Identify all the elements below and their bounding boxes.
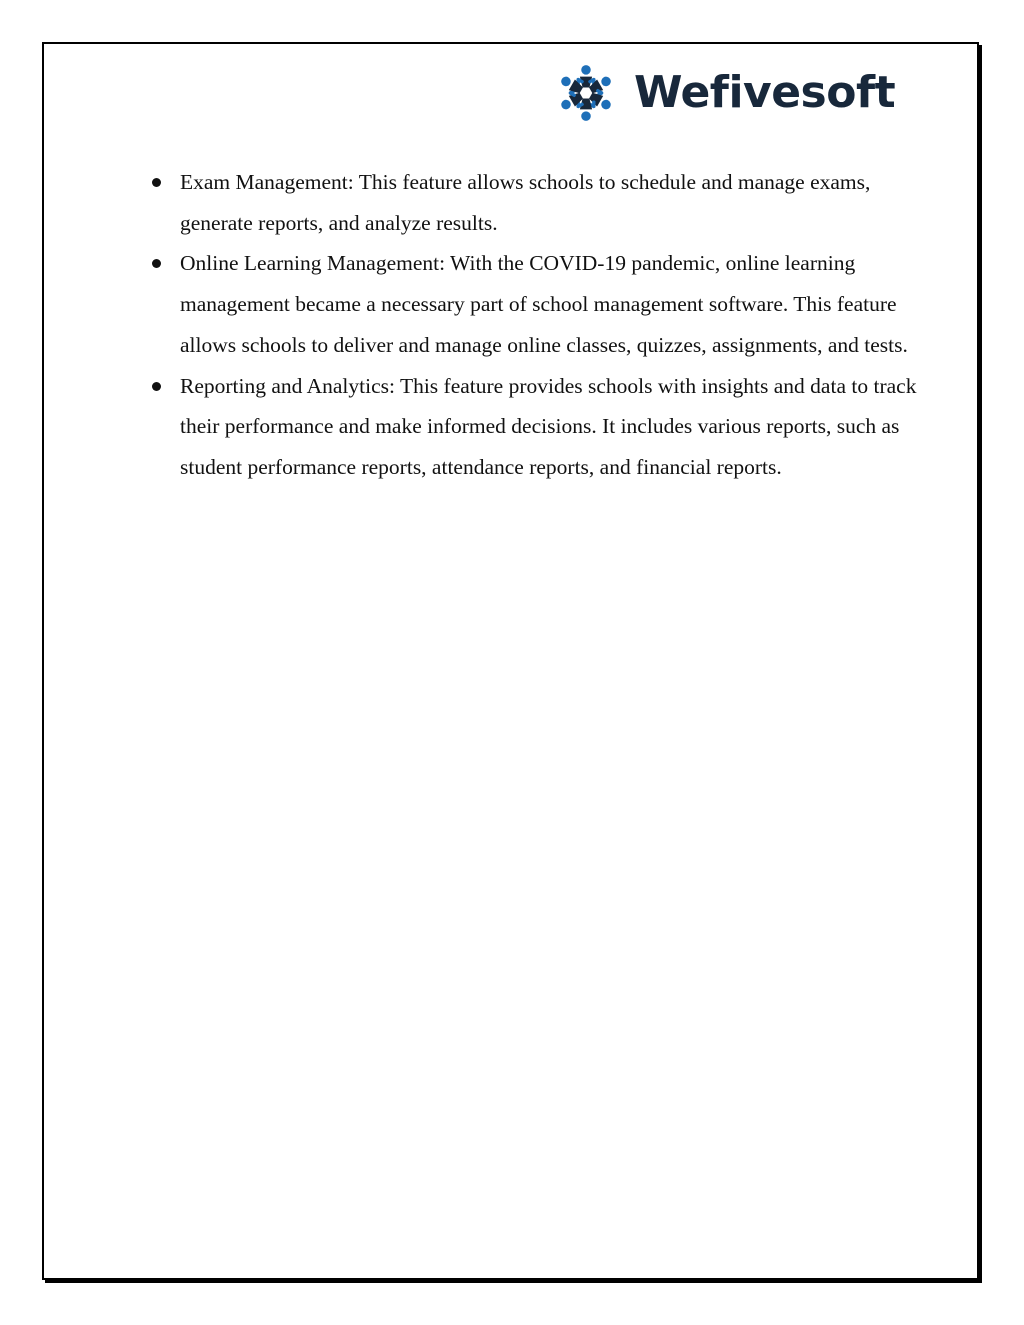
snowflake-people-icon	[552, 59, 620, 127]
list-item	[140, 243, 920, 365]
bullet-icon	[152, 382, 161, 391]
bullet-icon	[152, 259, 161, 268]
list-item-text: Reporting and Analytics: This feature provides schools with insights and data to track their performance and make informed decisions. It includes various reports, such as student performance reports, attendance reports, and financial reports.	[180, 373, 917, 479]
bullet-icon	[152, 178, 161, 187]
feature-list	[140, 162, 920, 488]
list-item	[140, 162, 920, 243]
list-item	[140, 366, 920, 488]
brand-name: Wefivesoft	[634, 67, 896, 118]
list-item-text: Online Learning Management: With the COVID-19 pandemic, online learning management became a necessary part of school management software. This feature allows schools to deliver and manage online classes, quizzes, assignments, and tests.	[180, 251, 908, 357]
list-item-text: Exam Management: This feature allows schools to schedule and manage exams, generate reports, and analyze results.	[180, 170, 871, 235]
brand-logo	[552, 58, 895, 128]
